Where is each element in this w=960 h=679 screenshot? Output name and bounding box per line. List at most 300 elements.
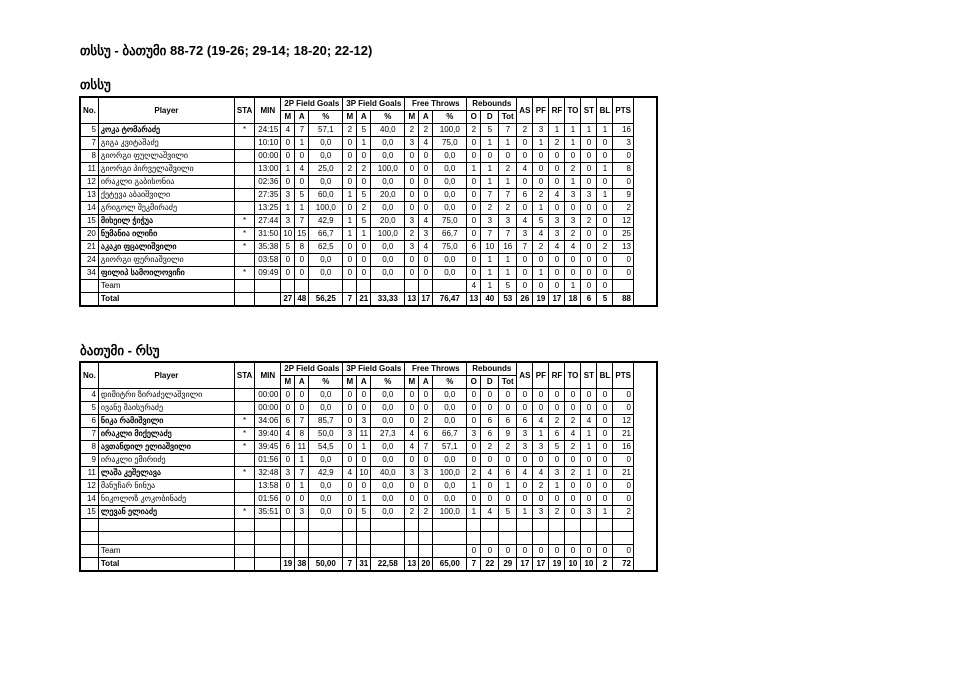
stat-m3: 1 xyxy=(343,189,357,202)
subheader-pct-5: % xyxy=(371,111,405,124)
header-rf: RF xyxy=(549,362,565,389)
total-stat-a2: 38 xyxy=(295,558,309,572)
stat-to: 3 xyxy=(565,189,581,202)
total-stat-tot: 29 xyxy=(499,558,517,572)
total-stat-rf: 19 xyxy=(549,558,565,572)
stat-o: 0 xyxy=(467,454,481,467)
stat-tot: 3 xyxy=(499,215,517,228)
stat-pts: 0 xyxy=(613,480,634,493)
stat-p3: 20,0 xyxy=(371,215,405,228)
total-stat-a3: 21 xyxy=(357,293,371,307)
stat-m3: 1 xyxy=(343,228,357,241)
empty-cell xyxy=(613,519,634,532)
team-row-no xyxy=(80,280,98,293)
player-minutes: 00:00 xyxy=(255,389,281,402)
stat-af: 0 xyxy=(419,202,433,215)
stat-p3: 27,3 xyxy=(371,428,405,441)
stat-as: 0 xyxy=(517,402,533,415)
player-minutes: 03:58 xyxy=(255,254,281,267)
stat-as: 0 xyxy=(517,267,533,280)
stat-d: 0 xyxy=(481,493,499,506)
team-row-label: Team xyxy=(98,280,234,293)
empty-cell xyxy=(581,532,597,545)
empty-cell xyxy=(481,519,499,532)
stat-pf_pct: 0,0 xyxy=(433,202,467,215)
stat-p3: 0,0 xyxy=(371,202,405,215)
stat-st: 3 xyxy=(581,189,597,202)
stat-m3: 0 xyxy=(343,254,357,267)
stat-af: 3 xyxy=(419,228,433,241)
empty-cell xyxy=(343,532,357,545)
total-stat-m3: 7 xyxy=(343,293,357,307)
stat-af: 6 xyxy=(419,428,433,441)
stat-a3: 5 xyxy=(357,215,371,228)
header-player: Player xyxy=(98,362,234,389)
player-row xyxy=(80,228,657,241)
stat-rf: 5 xyxy=(549,441,565,454)
stat-a2: 0 xyxy=(295,150,309,163)
player-row xyxy=(80,202,657,215)
total-stat-d: 40 xyxy=(481,293,499,307)
player-name: გიორგი ფერიაშვილი xyxy=(98,254,234,267)
header-sta: STA xyxy=(234,362,254,389)
stat-af: 4 xyxy=(419,215,433,228)
empty-cell xyxy=(533,519,549,532)
player-row xyxy=(80,480,657,493)
stat-m2: 10 xyxy=(281,228,295,241)
stat-rf: 0 xyxy=(549,493,565,506)
stat-pts: 21 xyxy=(613,428,634,441)
stat-a2: 1 xyxy=(295,454,309,467)
stat-o: 1 xyxy=(467,163,481,176)
stat-pf_pct: 75,0 xyxy=(433,241,467,254)
stat-to: 1 xyxy=(565,176,581,189)
stat-pf: 0 xyxy=(533,254,549,267)
stat-tot: 1 xyxy=(499,137,517,150)
stat-m2: 3 xyxy=(281,189,295,202)
stat-a3: 0 xyxy=(357,389,371,402)
player-row xyxy=(80,454,657,467)
stat-tot: 0 xyxy=(499,150,517,163)
stat-p3: 0,0 xyxy=(371,441,405,454)
empty-cell xyxy=(405,519,419,532)
total-stat-mf: 13 xyxy=(405,293,419,307)
stat-o: 0 xyxy=(467,202,481,215)
stat-as: 4 xyxy=(517,163,533,176)
player-name: ირაკლი ემირიძე xyxy=(98,454,234,467)
header-no: No. xyxy=(80,362,98,389)
stat-a2: 1 xyxy=(295,137,309,150)
stat-bl: 0 xyxy=(597,480,613,493)
total-stat-o: 13 xyxy=(467,293,481,307)
stat-p2: 54,5 xyxy=(309,441,343,454)
player-number: 12 xyxy=(80,176,98,189)
player-minutes: 34:06 xyxy=(255,415,281,428)
team-stat-bl: 0 xyxy=(597,280,613,293)
stat-mf: 2 xyxy=(405,124,419,137)
stat-o: 0 xyxy=(467,254,481,267)
stat-m3: 2 xyxy=(343,124,357,137)
subheader-tot-11: Tot xyxy=(499,111,517,124)
player-starter xyxy=(234,454,254,467)
stat-tot: 1 xyxy=(499,480,517,493)
stat-af: 0 xyxy=(419,176,433,189)
stat-p2: 85,7 xyxy=(309,415,343,428)
stat-pf_pct: 0,0 xyxy=(433,480,467,493)
stat-a3: 0 xyxy=(357,241,371,254)
stat-rf: 1 xyxy=(549,480,565,493)
subheader-m-3: M xyxy=(343,111,357,124)
stat-p3: 0,0 xyxy=(371,480,405,493)
stat-rf: 2 xyxy=(549,506,565,519)
stat-st: 1 xyxy=(581,467,597,480)
stat-pts: 0 xyxy=(613,493,634,506)
team-row-no xyxy=(80,545,98,558)
empty-cell xyxy=(481,532,499,545)
total-stat-p3: 33,33 xyxy=(371,293,405,307)
empty-cell xyxy=(295,532,309,545)
stat-as: 0 xyxy=(517,150,533,163)
player-row xyxy=(80,389,657,402)
total-stat-m3: 7 xyxy=(343,558,357,572)
stat-o: 3 xyxy=(467,428,481,441)
stat-mf: 2 xyxy=(405,506,419,519)
player-minutes: 01:56 xyxy=(255,493,281,506)
subheader-pct-8: % xyxy=(433,376,467,389)
stat-o: 2 xyxy=(467,124,481,137)
stat-m3: 0 xyxy=(343,241,357,254)
player-number: 11 xyxy=(80,163,98,176)
player-number: 15 xyxy=(80,215,98,228)
stat-pf: 3 xyxy=(533,506,549,519)
stat-a3: 2 xyxy=(357,202,371,215)
total-stat-af: 20 xyxy=(419,558,433,572)
stat-a3: 2 xyxy=(357,163,371,176)
stat-o: 0 xyxy=(467,189,481,202)
stat-a3: 3 xyxy=(357,415,371,428)
team-stat-d: 1 xyxy=(481,280,499,293)
stat-m3: 0 xyxy=(343,137,357,150)
stat-a3: 1 xyxy=(357,441,371,454)
stat-a2: 8 xyxy=(295,428,309,441)
stat-bl: 0 xyxy=(597,215,613,228)
total-row-min xyxy=(255,558,281,572)
stat-a2: 4 xyxy=(295,163,309,176)
stat-af: 0 xyxy=(419,150,433,163)
team-row xyxy=(80,545,657,558)
empty-cell xyxy=(597,532,613,545)
stat-rf: 1 xyxy=(549,124,565,137)
team-stat-as: 0 xyxy=(517,545,533,558)
player-name: ივანე შაისურაძე xyxy=(98,402,234,415)
subheader-pct-8: % xyxy=(433,111,467,124)
stat-tot: 0 xyxy=(499,389,517,402)
stat-tot: 7 xyxy=(499,124,517,137)
stat-d: 0 xyxy=(481,454,499,467)
stat-m2: 1 xyxy=(281,202,295,215)
empty-cell xyxy=(80,519,98,532)
stat-st: 1 xyxy=(581,441,597,454)
stat-st: 0 xyxy=(581,267,597,280)
subheader-a-7: A xyxy=(419,111,433,124)
stat-mf: 0 xyxy=(405,389,419,402)
total-row-no xyxy=(80,293,98,307)
player-starter: * xyxy=(234,441,254,454)
empty-cell xyxy=(533,532,549,545)
header-3p: 3P Field Goals xyxy=(343,97,405,111)
stat-st: 0 xyxy=(581,150,597,163)
team-row-empty xyxy=(357,545,371,558)
player-row xyxy=(80,137,657,150)
total-row-min xyxy=(255,293,281,307)
team-stat-st: 0 xyxy=(581,280,597,293)
stat-d: 0 xyxy=(481,480,499,493)
stat-a2: 0 xyxy=(295,402,309,415)
empty-cell xyxy=(597,519,613,532)
player-row xyxy=(80,415,657,428)
stat-d: 10 xyxy=(481,241,499,254)
empty-cell xyxy=(98,532,234,545)
stat-p3: 0,0 xyxy=(371,389,405,402)
stat-bl: 0 xyxy=(597,493,613,506)
header-bl: BL xyxy=(597,97,613,124)
stat-pts: 12 xyxy=(613,215,634,228)
player-starter: * xyxy=(234,428,254,441)
empty-cell xyxy=(581,519,597,532)
stat-a3: 1 xyxy=(357,228,371,241)
player-name: ქეტევა აბაიშვილი xyxy=(98,189,234,202)
player-starter xyxy=(234,493,254,506)
stat-mf: 0 xyxy=(405,402,419,415)
header-as: AS xyxy=(517,97,533,124)
stat-m3: 0 xyxy=(343,441,357,454)
stat-rf: 0 xyxy=(549,454,565,467)
player-row xyxy=(80,441,657,454)
team-stat-pts xyxy=(613,280,634,293)
stat-m3: 0 xyxy=(343,267,357,280)
stat-to: 0 xyxy=(565,480,581,493)
stat-as: 7 xyxy=(517,241,533,254)
player-name: აკაკი ფცალიშვილი xyxy=(98,241,234,254)
stat-to: 0 xyxy=(565,493,581,506)
subheader-m-3: M xyxy=(343,376,357,389)
stat-d: 6 xyxy=(481,415,499,428)
stat-tot: 16 xyxy=(499,241,517,254)
total-row-no xyxy=(80,558,98,572)
empty-cell xyxy=(433,532,467,545)
stats-table-home xyxy=(79,96,658,307)
team-title-home: თსსუ xyxy=(80,77,111,92)
total-stat-p2: 50,00 xyxy=(309,558,343,572)
header-pts: PTS xyxy=(613,362,634,389)
empty-cell xyxy=(405,532,419,545)
stat-pf_pct: 66,7 xyxy=(433,228,467,241)
stat-pts: 13 xyxy=(613,241,634,254)
empty-cell xyxy=(234,532,254,545)
stat-mf: 0 xyxy=(405,254,419,267)
stat-p3: 0,0 xyxy=(371,176,405,189)
header-to: TO xyxy=(565,362,581,389)
subheader-d-10: D xyxy=(481,111,499,124)
team-stat-tot: 5 xyxy=(499,280,517,293)
stat-p2: 42,9 xyxy=(309,467,343,480)
stat-a2: 7 xyxy=(295,215,309,228)
stat-st: 1 xyxy=(581,124,597,137)
stat-to: 1 xyxy=(565,137,581,150)
stat-p2: 0,0 xyxy=(309,267,343,280)
stat-a2: 3 xyxy=(295,506,309,519)
stat-p2: 0,0 xyxy=(309,506,343,519)
player-starter: * xyxy=(234,124,254,137)
stat-pf: 0 xyxy=(533,150,549,163)
stat-pf: 3 xyxy=(533,441,549,454)
stat-mf: 3 xyxy=(405,137,419,150)
stat-d: 0 xyxy=(481,150,499,163)
stat-a2: 1 xyxy=(295,202,309,215)
player-name: გიორგი პირველაშვილი xyxy=(98,163,234,176)
stat-af: 0 xyxy=(419,480,433,493)
stat-pts: 0 xyxy=(613,454,634,467)
stat-af: 7 xyxy=(419,441,433,454)
player-minutes: 02:36 xyxy=(255,176,281,189)
header-row xyxy=(80,97,657,111)
team-stat-o: 4 xyxy=(467,280,481,293)
stat-pts: 2 xyxy=(613,506,634,519)
stat-tot: 1 xyxy=(499,176,517,189)
stat-pts: 0 xyxy=(613,402,634,415)
player-number: 15 xyxy=(80,506,98,519)
player-name: ავთანდილ ელიაშვილი xyxy=(98,441,234,454)
stat-d: 1 xyxy=(481,267,499,280)
stat-m2: 0 xyxy=(281,506,295,519)
player-starter: * xyxy=(234,267,254,280)
stat-o: 0 xyxy=(467,228,481,241)
stat-p2: 0,0 xyxy=(309,389,343,402)
stat-p3: 100,0 xyxy=(371,228,405,241)
player-starter xyxy=(234,480,254,493)
player-starter: * xyxy=(234,241,254,254)
stat-p2: 66,7 xyxy=(309,228,343,241)
team-stat-rf: 0 xyxy=(549,545,565,558)
player-starter xyxy=(234,163,254,176)
stats-table-away xyxy=(79,361,658,572)
stat-rf: 0 xyxy=(549,389,565,402)
total-stat-rf: 17 xyxy=(549,293,565,307)
stat-pf_pct: 75,0 xyxy=(433,215,467,228)
stat-rf: 4 xyxy=(549,241,565,254)
team-row-empty xyxy=(371,545,405,558)
team-row-empty xyxy=(405,545,419,558)
stat-d: 7 xyxy=(481,228,499,241)
player-number: 12 xyxy=(80,480,98,493)
stat-d: 2 xyxy=(481,202,499,215)
stat-pts: 16 xyxy=(613,441,634,454)
stat-a3: 0 xyxy=(357,150,371,163)
stat-m3: 0 xyxy=(343,150,357,163)
total-stat-pf: 17 xyxy=(533,558,549,572)
stat-bl: 0 xyxy=(597,467,613,480)
subheader-pct-5: % xyxy=(371,376,405,389)
stat-p3: 0,0 xyxy=(371,241,405,254)
stat-st: 0 xyxy=(581,402,597,415)
stat-p3: 0,0 xyxy=(371,454,405,467)
team-stat-d: 0 xyxy=(481,545,499,558)
stat-p3: 0,0 xyxy=(371,254,405,267)
stat-o: 0 xyxy=(467,389,481,402)
stat-as: 0 xyxy=(517,493,533,506)
stat-as: 0 xyxy=(517,202,533,215)
total-row xyxy=(80,558,657,572)
team-row-empty xyxy=(234,280,254,293)
stat-mf: 3 xyxy=(405,467,419,480)
stat-d: 1 xyxy=(481,254,499,267)
stat-p2: 0,0 xyxy=(309,176,343,189)
empty-cell xyxy=(549,532,565,545)
stat-st: 0 xyxy=(581,163,597,176)
player-starter: * xyxy=(234,215,254,228)
stat-to: 3 xyxy=(565,215,581,228)
header-2p: 2P Field Goals xyxy=(281,362,343,376)
player-row xyxy=(80,506,657,519)
stat-p3: 0,0 xyxy=(371,402,405,415)
stat-p2: 57,1 xyxy=(309,124,343,137)
stat-mf: 4 xyxy=(405,441,419,454)
team-stat-pf: 0 xyxy=(533,280,549,293)
stat-st: 0 xyxy=(581,241,597,254)
team-row-empty xyxy=(371,280,405,293)
stat-as: 6 xyxy=(517,415,533,428)
stat-bl: 0 xyxy=(597,137,613,150)
player-name: ლევან ელიაძე xyxy=(98,506,234,519)
empty-cell xyxy=(419,532,433,545)
stat-to: 2 xyxy=(565,415,581,428)
game-title: თსსუ - ბათუმი 88-72 (19-26; 29-14; 18-20; 22-12) xyxy=(80,43,373,58)
stat-o: 0 xyxy=(467,267,481,280)
total-stat-a3: 31 xyxy=(357,558,371,572)
stat-pf: 1 xyxy=(533,267,549,280)
player-name: ნიკა რამიშვილი xyxy=(98,415,234,428)
stat-p2: 0,0 xyxy=(309,150,343,163)
stat-a3: 11 xyxy=(357,428,371,441)
player-starter xyxy=(234,402,254,415)
total-stat-a2: 48 xyxy=(295,293,309,307)
stat-rf: 6 xyxy=(549,428,565,441)
empty-cell xyxy=(309,519,343,532)
stat-rf: 0 xyxy=(549,254,565,267)
stat-bl: 0 xyxy=(597,389,613,402)
stat-rf: 0 xyxy=(549,150,565,163)
header-min: MIN xyxy=(255,362,281,389)
stat-to: 0 xyxy=(565,202,581,215)
player-number: 5 xyxy=(80,124,98,137)
stat-pf_pct: 100,0 xyxy=(433,506,467,519)
stat-a2: 0 xyxy=(295,254,309,267)
stat-to: 0 xyxy=(565,150,581,163)
stat-mf: 0 xyxy=(405,189,419,202)
empty-cell xyxy=(433,519,467,532)
empty-cell xyxy=(613,532,634,545)
stat-rf: 3 xyxy=(549,467,565,480)
stat-bl: 0 xyxy=(597,150,613,163)
stat-bl: 1 xyxy=(597,124,613,137)
stat-tot: 7 xyxy=(499,189,517,202)
team-stat-pts: 0 xyxy=(613,545,634,558)
stat-pf_pct: 0,0 xyxy=(433,389,467,402)
stat-a2: 7 xyxy=(295,124,309,137)
stat-rf: 3 xyxy=(549,228,565,241)
player-number: 7 xyxy=(80,137,98,150)
player-number: 5 xyxy=(80,402,98,415)
